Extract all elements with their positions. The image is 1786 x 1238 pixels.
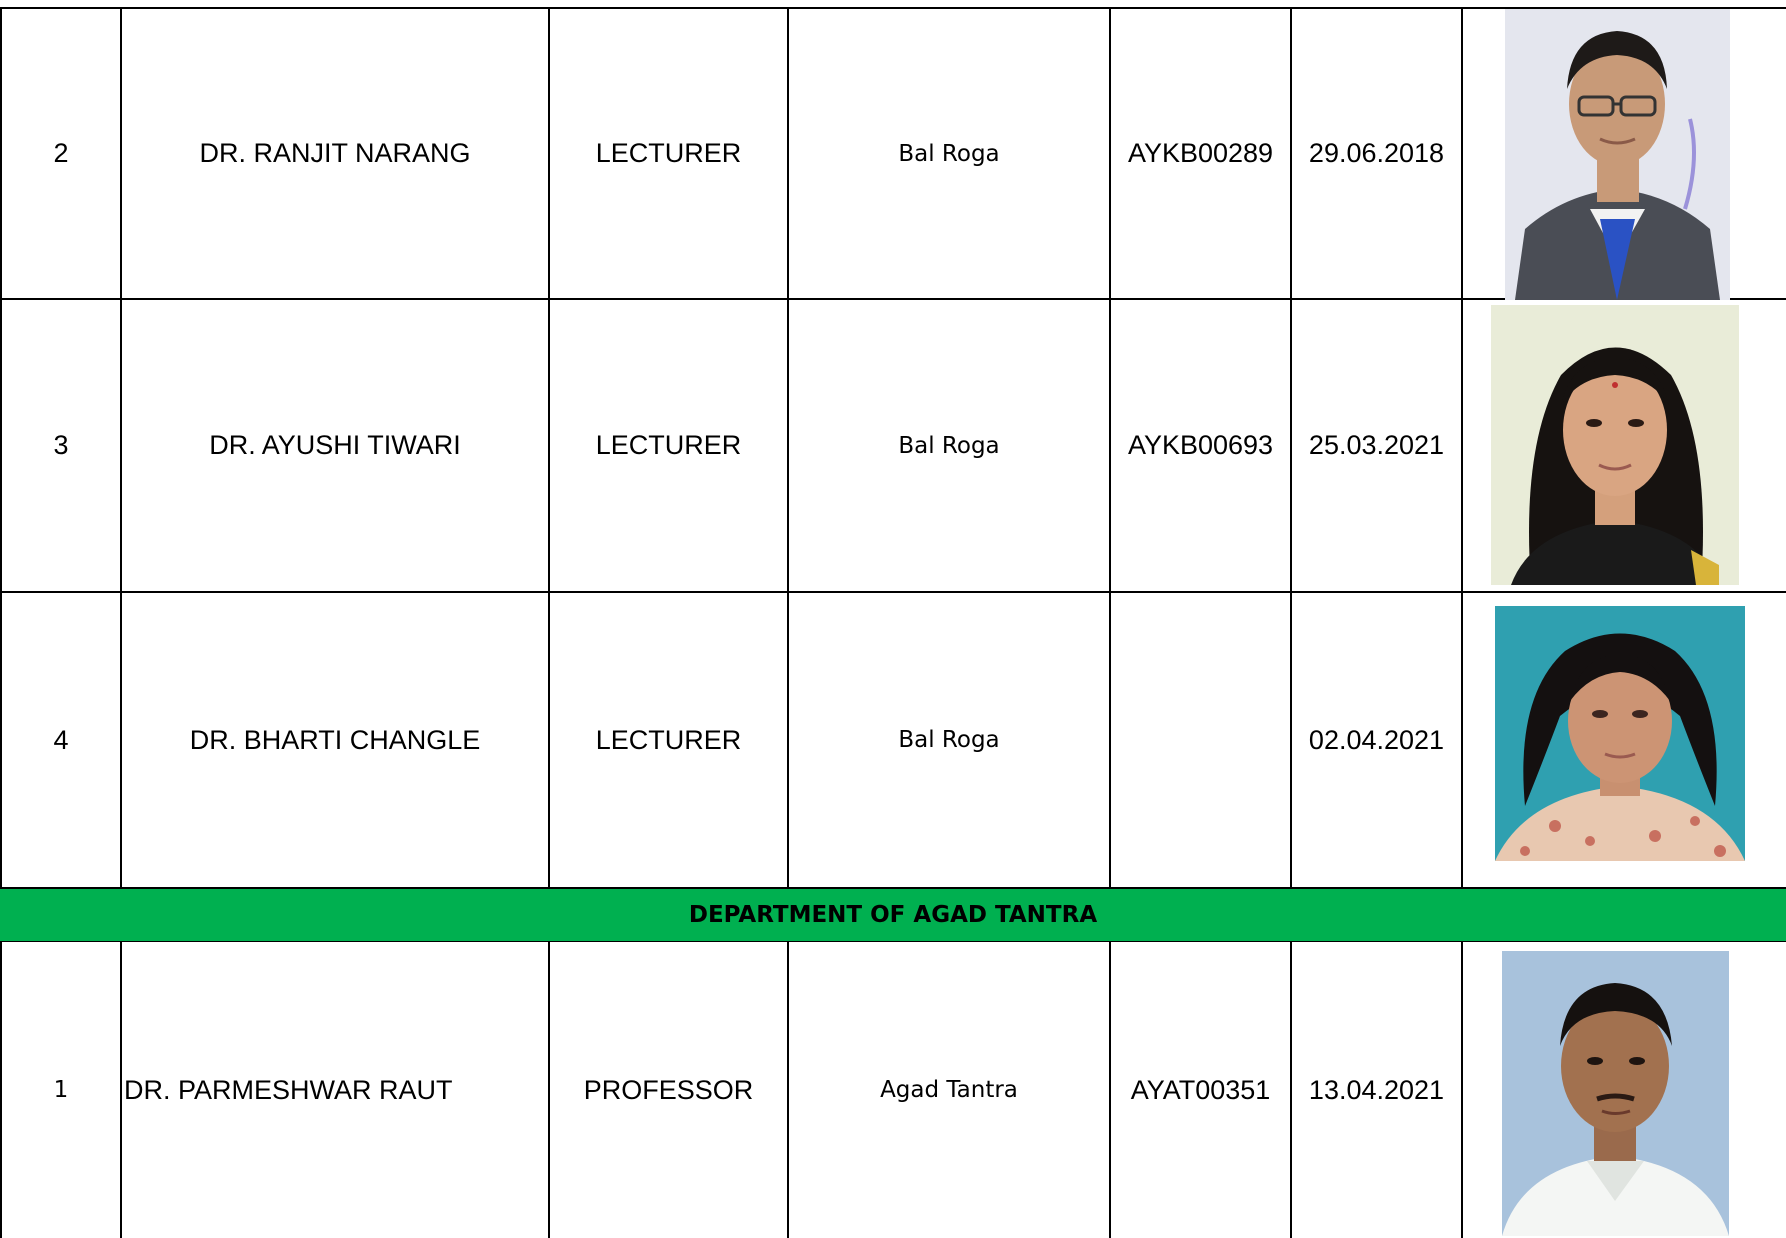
grid-line-col6 [1461, 8, 1463, 889]
department-header: DEPARTMENT OF AGAD TANTRA [0, 889, 1786, 941]
serial-number-cell: 4 [53, 724, 69, 755]
designation-cell: LECTURER [595, 430, 742, 460]
designation-cell: LECTURER [595, 138, 742, 168]
registration-cell: AYKB00289 [1127, 138, 1274, 168]
serial-number-cell: 3 [53, 430, 69, 460]
grid-line-col6-lower [1461, 941, 1463, 1238]
name-cell: DR. AYUSHI TIWARI [209, 430, 461, 460]
serial-number-cell: 2 [53, 138, 69, 168]
name-cell: DR. PARMESHWAR RAUT [124, 1074, 453, 1105]
name-cell: DR. RANJIT NARANG [199, 138, 471, 168]
staff-photo [1495, 606, 1745, 861]
date-cell: 29.06.2018 [1308, 138, 1445, 168]
department-cell: Agad Tantra [880, 1077, 1018, 1103]
date-cell: 02.04.2021 [1308, 724, 1445, 755]
serial-number-cell: 1 [53, 1077, 69, 1103]
registration-cell: AYAT00351 [1130, 1074, 1271, 1105]
registration-cell [1111, 593, 1290, 887]
designation-cell: PROFESSOR [583, 1074, 754, 1105]
staff-photo [1491, 305, 1739, 585]
registration-cell: AYKB00693 [1127, 430, 1274, 460]
date-cell: 13.04.2021 [1308, 1074, 1445, 1105]
date-cell: 25.03.2021 [1308, 430, 1445, 460]
department-cell: Bal Roga [898, 432, 1000, 459]
staff-photo [1505, 9, 1730, 300]
staff-photo [1502, 951, 1729, 1236]
department-cell: Bal Roga [898, 727, 1000, 753]
designation-cell: LECTURER [595, 724, 742, 755]
department-cell: Bal Roga [898, 140, 1000, 167]
name-cell: DR. BHARTI CHANGLE [189, 724, 481, 755]
